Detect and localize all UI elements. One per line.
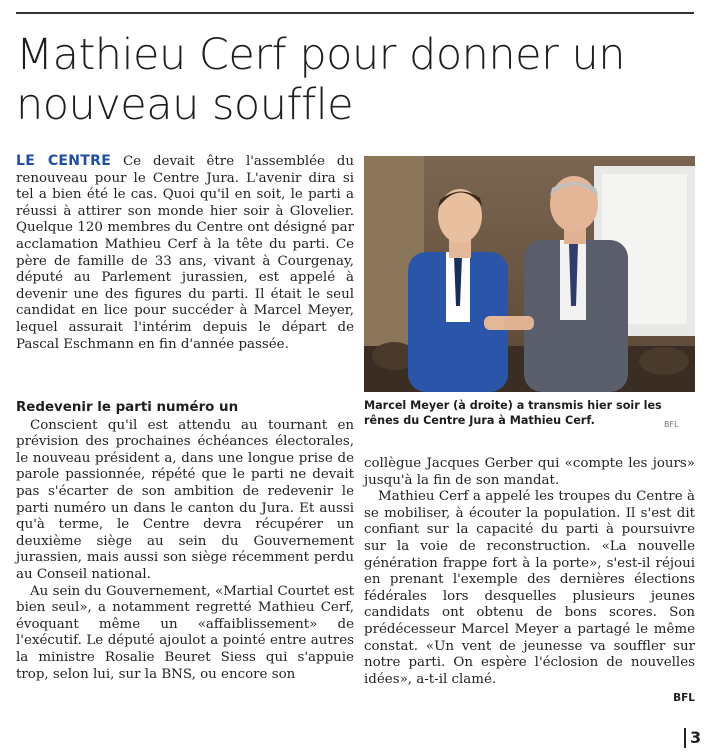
body-paragraph: Conscient qu'il est attendu au tournant en prévision des prochaines échéances électorales, le nouveau président a, dans une longue prise de parole passionnée, répété que le parti ne devait pas s'écarter de son ambition de redevenir le parti numéro un dans le canton du Jura. Et aussi qu'à terme, le Centre devra récupérer un deuxième siège au sein du Gouvernement jurassien, mais aussi son siège récemment perdu au Conseil national. xyxy=(16,417,354,582)
kicker: LE CENTRE xyxy=(16,153,112,169)
lead-column xyxy=(16,153,354,353)
body-paragraph: collègue Jacques Gerber qui «compte les jours» jusqu'à la fin de son mandat. xyxy=(364,456,695,488)
headline: Mathieu Cerf pour donner un nouveau souffle xyxy=(16,30,625,130)
body-paragraph: Au sein du Gouvernement, «Martial Courtet est bien seul», a notamment regretté Mathieu Cerf, évoquant même un «affaiblissement» de l'exécutif. Le député ajoulot a pointé entre autres la ministre Rosalie Beuret Siess qui s'appuie trop, selon lui, sur la BNS, ou encore son xyxy=(16,583,354,682)
body-column-left xyxy=(16,400,354,683)
top-rule xyxy=(16,12,694,14)
subhead: Redevenir le parti numéro un xyxy=(16,400,239,415)
signature-line xyxy=(364,688,695,707)
photo-credit: BFL xyxy=(664,420,679,429)
body-column-right xyxy=(364,456,695,707)
lead-paragraph xyxy=(16,153,354,353)
article-photo xyxy=(364,156,695,392)
footer-rule xyxy=(684,728,686,748)
lead-text: Ce devait être l'assemblée du renouveau pour le Centre Jura. L'avenir dira si tel a bien été le cas. Quoi qu'il en soit, le parti a réussi à attirer son monde hier soir à Glovelier. Quelque 120 membres du Centre ont désigné par acclamation Mathieu Cerf à la tête du parti. Ce père de famille de 33 ans, vivant à Courgenay, député au Parlement jurassien, est appelé à devenir une des figures du parti. Il était le seul candidat en lice pour succéder à Marcel Meyer, lequel assurait l'intérim depuis le départ de Pascal Eschmann en fin d'année passée. xyxy=(16,154,354,352)
photo-illustration xyxy=(364,156,695,392)
photo-caption: Marcel Meyer (à droite) a transmis hier soir les rênes du Centre Jura à Mathieu Cerf. xyxy=(364,399,662,427)
page-number: 3 xyxy=(690,728,702,747)
body-paragraph: Mathieu Cerf a appelé les troupes du Centre à se mobiliser, à écouter la population. Il s'est dit confiant sur la capacité du parti à poursuivre sur la voie de reconstruction. «La nouvelle génération frappe fort à la porte», s'est-il réjoui en prenant l'exemple des dernières élections fédérales lors desquelles plusieurs jeunes candidats ont obtenu de bons scores. Son prédécesseur Marcel Meyer a partagé le même constat. «Un vent de jeunesse va souffler sur notre parti. On espère l'éclosion de nouvelles idées», a-t-il clamé. xyxy=(364,489,695,687)
author-signature: BFL xyxy=(673,692,695,705)
